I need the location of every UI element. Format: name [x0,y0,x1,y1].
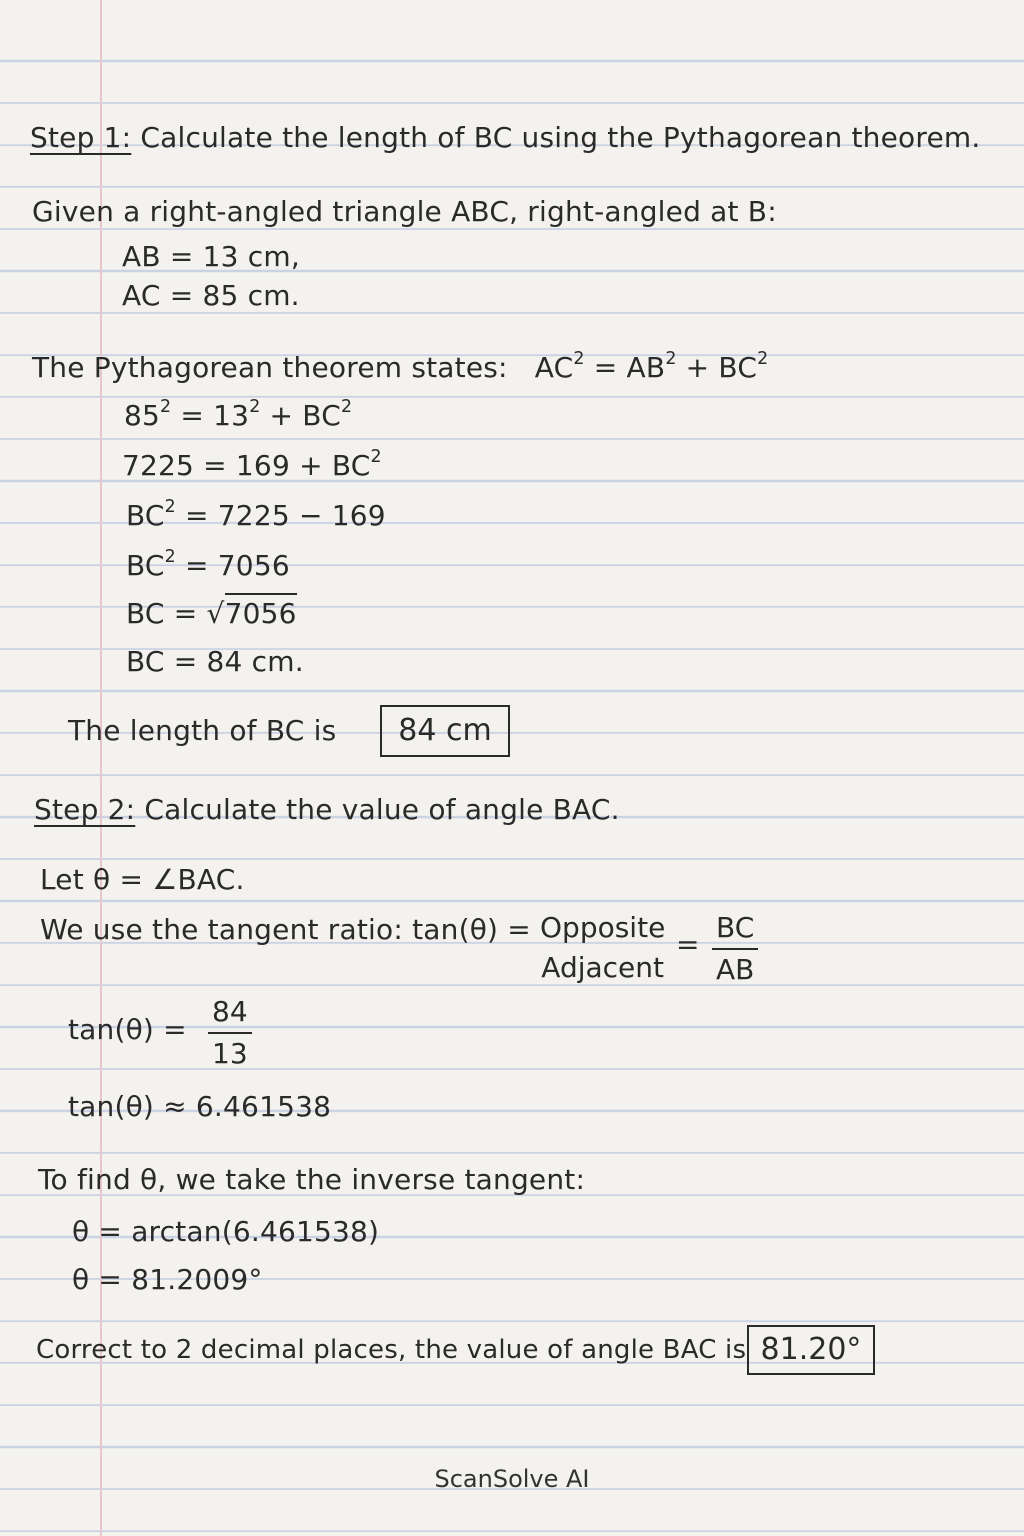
step1-heading [30,121,981,154]
radical-sign: √ [206,597,225,630]
bc-result-box: 84 cm [380,705,510,757]
theta-value: θ = 81.2009° [72,1263,263,1296]
theta-arctan: θ = arctan(6.461538) [72,1215,380,1248]
given-ab: AB = 13 cm, [122,240,300,273]
frac-num-84: 84 [212,995,248,1028]
margin-line [100,0,102,1536]
fraction-opposite-adjacent [536,911,669,984]
theorem-formula: $AC^2 = AB^2 + BC^2$ [534,348,769,384]
step1-label: Step 1: [30,121,132,154]
theorem-intro: The Pythagorean theorem states: [32,351,508,384]
calc-line-4: $BC^2 = 7056$ [126,546,290,582]
step2-heading [34,793,620,826]
final-result-box: 81.20° [747,1325,875,1375]
frac-num-bc: BC [716,911,755,944]
step2-heading-text: Calculate the value of angle BAC. [144,793,620,826]
calc-line-3: $BC^2 = 7225 - 169$ [126,496,386,532]
theorem-line [32,348,769,384]
calc-line-2: $7225 = 169 + BC^2$ [122,446,382,482]
calc-line-5: BC = √7056 [126,600,297,628]
equals-sign: = [676,928,700,961]
frac-den-ab: AB [716,953,755,986]
given-line: Given a right-angled triangle ABC, right-angled at B: [32,195,777,228]
radicand: 7056 [225,593,297,630]
calc-line-1: $85^2 = 13^2 + BC^2$ [124,396,353,432]
tan-lhs: tan(θ) = [68,1013,187,1046]
footer-brand: ScanSolve AI [434,1465,590,1493]
frac-den-adjacent: Adjacent [541,951,664,984]
final-text: Correct to 2 decimal places, the value of angle BAC is [36,1335,747,1365]
fraction-bc-ab [712,911,758,986]
step1-heading-text: Calculate the length of BC using the Pythagorean theorem. [140,121,981,154]
tan-approx: tan(θ) ≈ 6.461538 [68,1090,332,1123]
frac-den-13: 13 [212,1037,248,1070]
calc-line-6: BC = 84 cm. [126,645,304,678]
let-theta: Let θ = ∠BAC. [40,863,245,896]
frac-num-opposite: Opposite [540,911,666,944]
given-ac: AC = 85 cm. [122,279,300,312]
step2-label: Step 2: [34,793,136,826]
tangent-intro: We use the tangent ratio: tan(θ) = [40,913,531,946]
bc-result-text: The length of BC is [68,714,337,747]
fraction-84-13 [208,995,252,1070]
inverse-intro: To find θ, we take the inverse tangent: [38,1163,586,1196]
